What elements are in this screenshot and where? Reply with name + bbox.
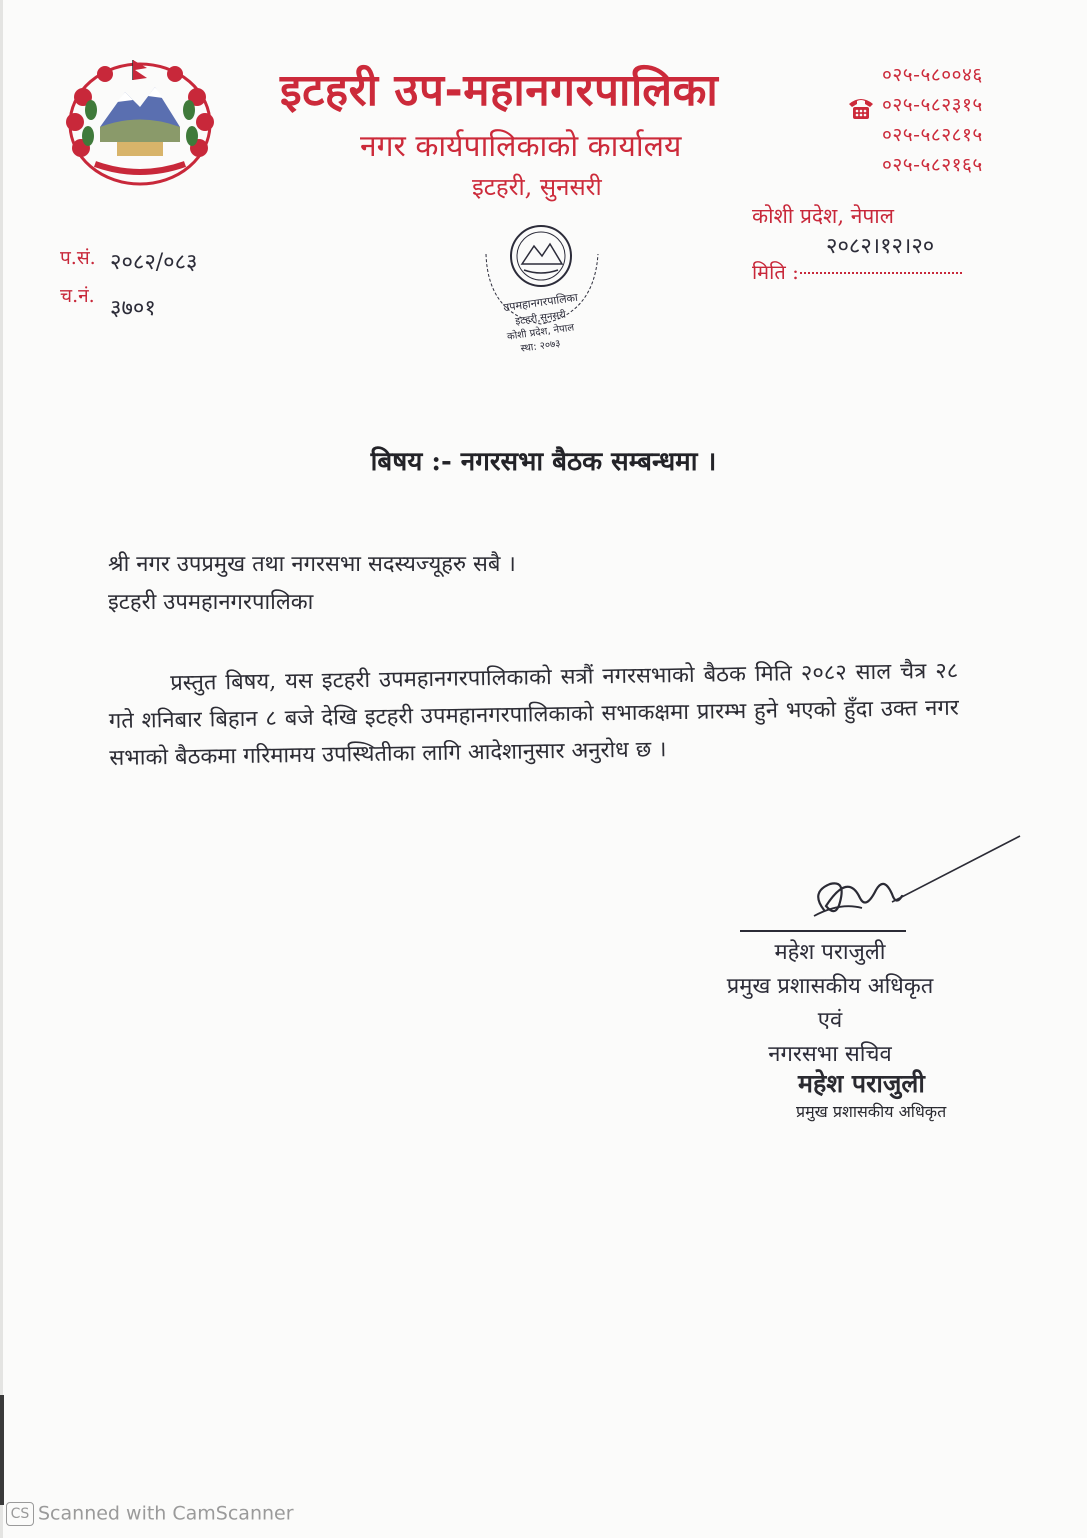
signatory-conjunction: एवं: [817, 1008, 843, 1033]
ps-label: प.सं.: [60, 247, 96, 269]
scan-edge-shadow: [0, 1395, 4, 1505]
svg-text:उपमहानगरपालिका: उपमहानगरपालिका: [502, 290, 579, 315]
phone-number: ०२५-५८००४६: [882, 64, 983, 86]
signatory-name: महेश पराजुली: [774, 940, 886, 965]
phone-number: ०२५-५८२३१५: [882, 94, 983, 116]
letterhead-title: इटहरी उप-महानगरपालिका: [280, 65, 719, 116]
phone-number: ०२५-५८२१६५: [882, 154, 983, 176]
signatory-role: नगरसभा सचिव: [768, 1042, 892, 1067]
scan-edge: [0, 0, 3, 1538]
date-dotted-line: [800, 272, 962, 274]
title-stamp: प्रमुख प्रशासकीय अधिकृत: [796, 1102, 947, 1121]
letterhead-subtitle: नगर कार्यपालिकाको कार्यालय: [360, 129, 682, 164]
date-label: मिति :: [752, 260, 799, 284]
province: कोशी प्रदेश, नेपाल: [752, 204, 894, 228]
cn-label: च.नं.: [60, 285, 95, 307]
phone-numbers: [882, 60, 1032, 180]
handwritten-signature: [800, 832, 1025, 932]
camscanner-watermark: [6, 1502, 294, 1526]
signatory-title: प्रमुख प्रशासकीय अधिकृत: [726, 974, 934, 999]
addressee-line-1: श्री नगर उपप्रमुख तथा नगरसभा सदस्यज्यूहरु सबै ।: [108, 552, 516, 577]
office-seal-stamp: [466, 214, 616, 364]
letter-body: प्रस्तुत बिषय, यस इटहरी उपमहानगरपालिकाको सत्रौं नगरसभाको बैठक मिति २०८२ साल चैत्र २८ गते शनिबार बिहान ८ बजे देखि इटहरी उपमहानगरपालिकाको सभाकक्षमा प्रारम्भ हुने भएको हुँदा उक्त नगर सभाको बैठकमा गरिमामय उपस्थितीका लागि आदेशानुसार अनुरोध छ ।: [108, 658, 959, 771]
addressee-line-2: इटहरी उपमहानगरपालिका: [108, 590, 314, 615]
name-stamp: महेश पराजुली: [798, 1069, 925, 1098]
nepal-emblem-icon: [55, 52, 225, 192]
svg-text:स्था: २०७३: स्था: २०७३: [520, 338, 562, 355]
subject-line: बिषय :- नगरसभा बैठक सम्बन्धमा ।: [370, 447, 717, 477]
svg-text:कोशी प्रदेश, नेपाल: कोशी प्रदेश, नेपाल: [506, 322, 575, 343]
cn-value: ३७०१: [110, 296, 156, 321]
ps-value: २०८२/०८३: [110, 250, 198, 275]
telephone-icon: [846, 92, 876, 122]
date-value: २०८२।१२।२०: [826, 234, 935, 259]
signature-line: [740, 930, 906, 932]
camscanner-logo-icon: CS: [6, 1502, 34, 1526]
letterhead-city: इटहरी, सुनसरी: [472, 173, 602, 201]
svg-text:इटहरी,सुनसरी: इटहरी,सुनसरी: [514, 309, 567, 328]
phone-number: ०२५-५८२८१५: [882, 124, 983, 146]
watermark-text: Scanned with CamScanner: [38, 1502, 294, 1525]
